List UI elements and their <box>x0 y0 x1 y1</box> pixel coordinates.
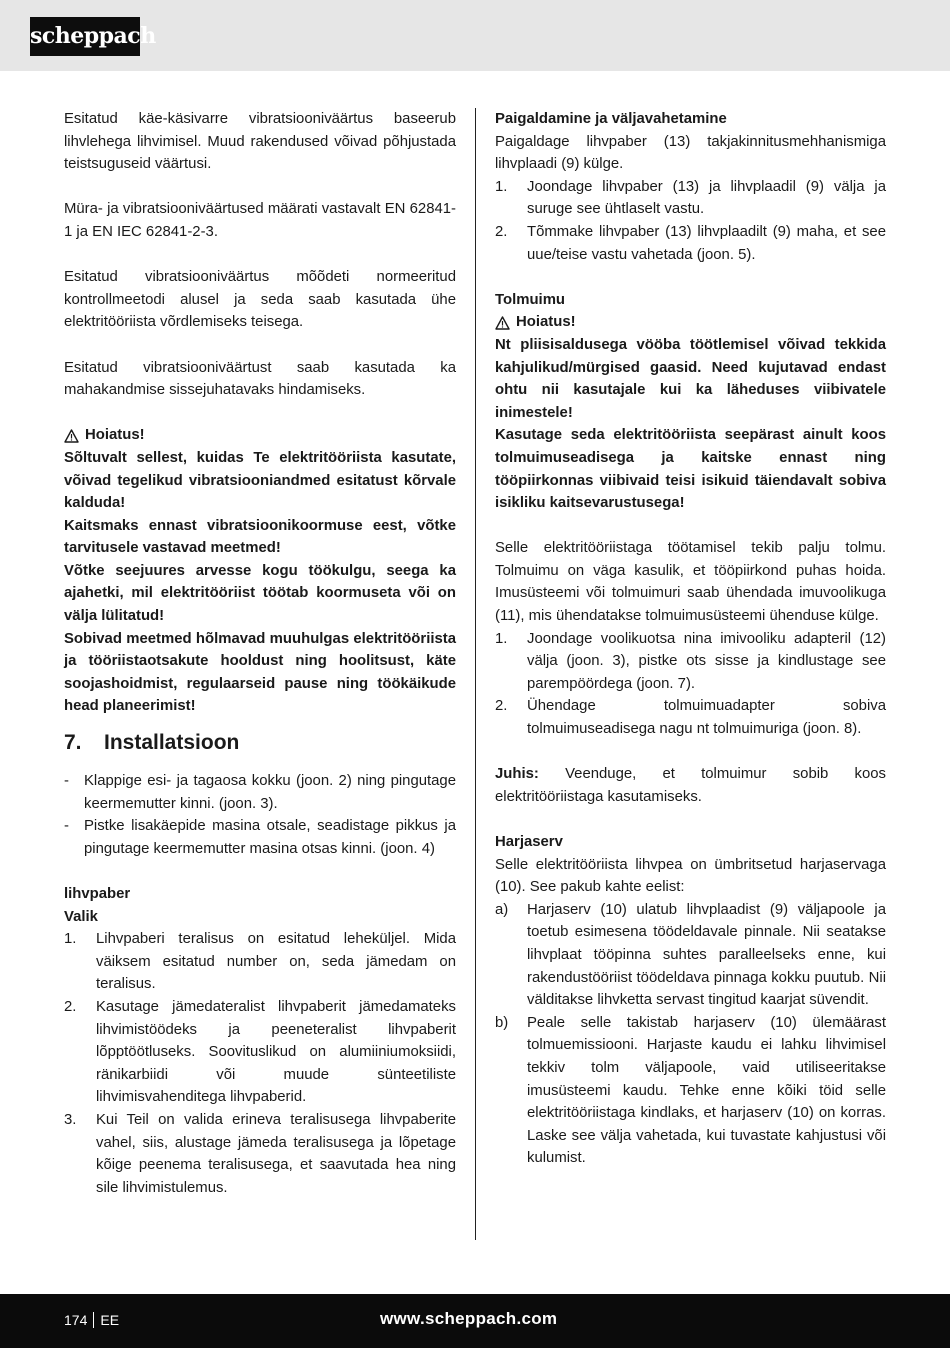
paragraph: Esitatud vibratsiooniväärtus mõõdeti normeeritud kontrollmeetodi alusel ja seda saab kasutada ühe elektritööriista võrdlemiseks teisega. <box>64 269 456 331</box>
note-paragraph <box>495 763 886 808</box>
subheading: lihvpaber <box>64 886 131 902</box>
brush-list <box>495 899 886 1170</box>
list-item: - Klappige esi- ja tagaosa kokku (joon. 2) ning pingutage keermemutter kinni. (joon. 3). <box>64 773 456 812</box>
subheading: Harjaserv <box>495 834 563 850</box>
warning-text: Nt pliisisaldusega vööba töötlemisel võivad tekkida kahjulikud/mürgised gaasid. Need kujutavad endast ohtu nii kasutajale kui ka läheduses viibivatele inimestele! <box>495 336 886 421</box>
sandpaper-list <box>64 928 456 1199</box>
right-column <box>495 108 886 1170</box>
page-number-block <box>64 1310 119 1330</box>
warning-text: Sõltuvalt sellest, kuidas Te elektritööriista kasutate, võivad tegelikud vibratsiooniandmed esitatust kõrvale kalduda! <box>64 449 456 512</box>
subheading: Valik <box>64 908 98 925</box>
page-number: 174 <box>64 1312 88 1328</box>
website-url: www.scheppach.com <box>380 1309 558 1328</box>
warning-heading <box>495 311 886 334</box>
scheppach-logo: scheppach <box>30 17 140 56</box>
paragraph: Selle elektritööriistaga töötamisel tekib palju tolmu. Tolmuimu on väga kasulik, et tööpiirkond puhas hoida. Imusüsteemi või tolmuimuri saab ühendada imuvoolikuga (11), mis ühendatakse tolmuimusüsteemi ühenduse külge. <box>495 540 886 625</box>
column-divider <box>475 108 476 1240</box>
note-text: Veenduge, et tolmuimur sobib koos elektritööriistaga kasutamiseks. <box>495 766 886 805</box>
section-heading <box>64 728 456 758</box>
list-item: - Pistke lisakäepide masina otsale, seadistage pikkus ja pingutage keermemutter masina otsas kinni. (joon. 4) <box>64 818 456 857</box>
list-item: 2. Tõmmake lihvpaber (13) lihvplaadilt (9) maha, et see uue/teise vastu vahetada (joon. 5). <box>495 223 886 263</box>
list-item: 1. Lihvpaberi teralisus on esitatud leheküljel. Mida väiksem esitatud number on, seda jämedam on teralisus. <box>64 931 456 993</box>
warning-text: Kasutage seda elektritööriista seepärast ainult koos tolmuimuseadisega ja kaitske ennast ning tööpiirkonnas viibivaid teisi isikuid täiendavalt sobiva isikliku kaitsevarustusega! <box>495 427 886 512</box>
list-item: 2. Kasutage jämedateralist lihvpaberit jämedamateks lihvimistöödeks ja peeneteralist lihvpaberit lõpptöötluseks. Soovituslikud on alumiiniumoksiidi, ränikarbiidi või muude sünteetiliste lihvimisvahenditega lihvpaberid. <box>64 998 456 1106</box>
warning-heading <box>64 424 456 447</box>
dust-list <box>495 628 886 741</box>
paragraph: Müra- ja vibratsiooniväärtused määrati vastavalt EN 62841-1 ja EN IEC 62841-2-3. <box>64 201 456 240</box>
list-item: 1. Joondage lihvpaber (13) ja lihvplaadil (9) välja ja suruge see ühtlaselt vastu. <box>495 178 886 218</box>
section-number: 7. <box>64 731 82 755</box>
paragraph: Esitatud käe-käsivarre vibratsiooniväärtus baseerub lihvlehega lihvimisel. Muud rakendused võivad põhjustada teistsuguseid väärtusi. <box>64 111 456 173</box>
warning-label: Hoiatus! <box>85 427 145 444</box>
warning-triangle-icon <box>495 316 510 330</box>
list-item: 3. Kui Teil on valida erineva teralisusega lihvpaberite vahel, siis, alustage jämeda teralisusega ja lõpetage kõige peenema teralisusega, et saavutada hea ning sile lihvimistulemus. <box>64 1111 456 1196</box>
warning-text: Võtke seejuures arvesse kogu töökulgu, seega ka ajahetki, mil elektritööriist töötab koormuseta või on välja lülitatud! <box>64 562 456 625</box>
mount-list <box>495 176 886 266</box>
note-label: Juhis: <box>495 766 539 783</box>
page-footer <box>0 1294 950 1348</box>
language-code: EE <box>100 1312 120 1328</box>
subheading: Paigaldamine ja väljavahetamine <box>495 111 727 127</box>
paragraph: Selle elektritööriista lihvpea on ümbritsetud harjaservaga (10). See pakub kahte eelist: <box>495 856 886 896</box>
page-header <box>0 0 950 71</box>
list-item: a) Harjaserv (10) ulatub lihvplaadist (9) väljapoole ja toetub esimesena töödeldavale pinnale. Nii seatakse lihvplaat tööpinna suhtes paralleelseks enne, kui rakendustööriist töödeldava pinnaga kokku puutub. Nii välditakse lihvketta servast tingitud kaarjat süvendit. <box>495 901 886 1009</box>
paragraph: Paigaldage lihvpaber (13) takjakinnitusmehhanismiga lihvplaadi (9) külge. <box>495 133 886 173</box>
warning-text: Kaitsmaks ennast vibratsioonikoormuse eest, võtke tarvitusele vastavad meetmed! <box>64 517 456 557</box>
left-column <box>64 108 456 1199</box>
subheading: Tolmuimu <box>495 291 566 308</box>
installation-list <box>64 770 456 860</box>
list-item: 2. Ühendage tolmuimuadapter sobiva tolmuimuseadisega nagu nt tolmuimuriga (joon. 8). <box>495 698 886 738</box>
section-title: Installatsioon <box>104 731 240 755</box>
warning-label: Hoiatus! <box>516 314 576 331</box>
list-item: b) Peale selle takistab harjaserv (10) ülemäärast tolmuemissiooni. Harjaste kaudu ei lahku lihvimisel tekkiv tolm väljapoole, vaid utiliseeritakse imusüsteemi kaudu. Tehke enne kõiki töid selle elektritööriistaga kindlaks, et harjaserv (10) on korras. Laske see välja vahetada, kui tuvastate kahjustusi või kulumist. <box>495 1014 886 1167</box>
paragraph: Esitatud vibratsiooniväärtust saab kasutada ka mahakandmise sissejuhatavaks hindamiseks. <box>64 359 456 399</box>
list-item: 1. Joondage voolikuotsa nina imivooliku adapteril (12) välja (joon. 3), pistke ots sisse ja kindlustage see parempöördega (joon. 7). <box>495 630 886 692</box>
warning-triangle-icon <box>64 429 79 443</box>
warning-text: Sobivad meetmed hõlmavad muuhulgas elektritööriista ja tööriistaotsakute hooldust ning hoolitsust, käte soojashoidmist, regulaarseid pause ning töökäikude head planeerimist! <box>64 630 456 715</box>
